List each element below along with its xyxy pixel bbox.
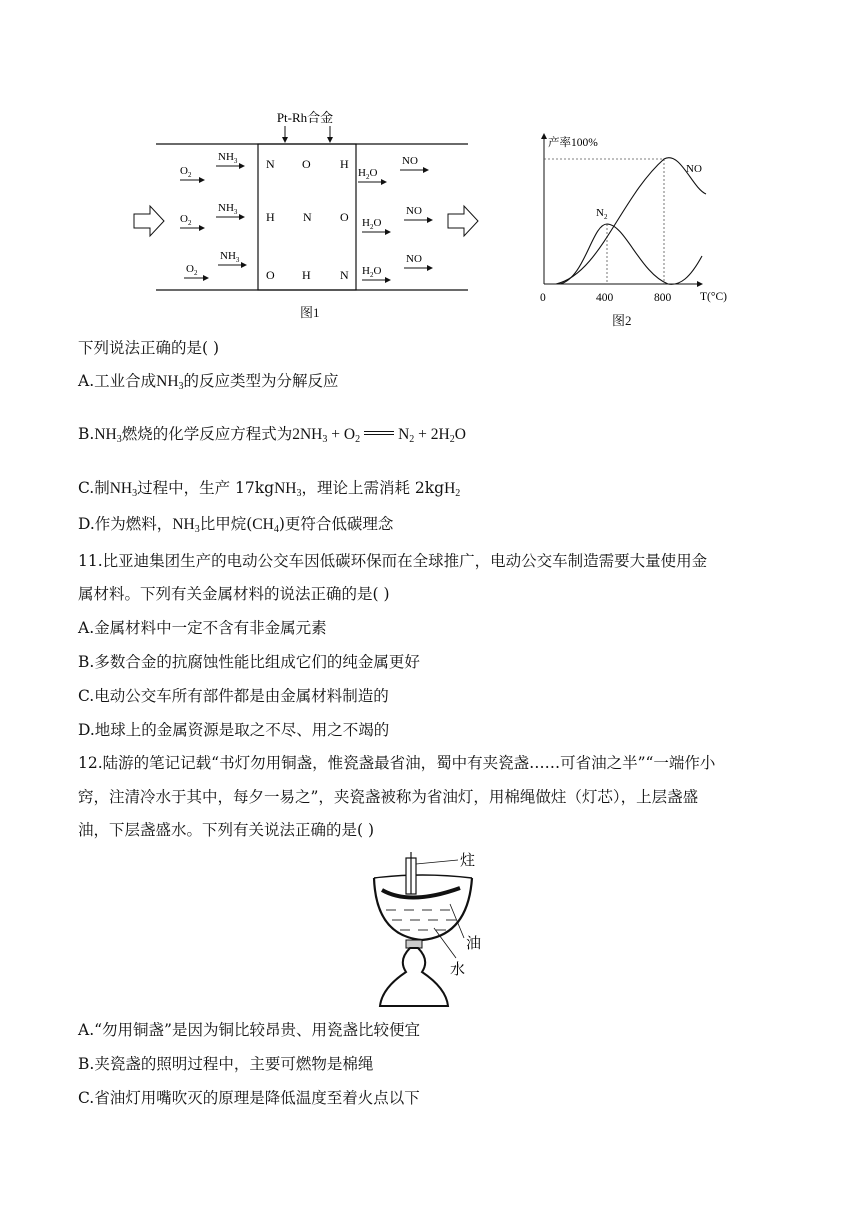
q11-stem-line1: 11.比亚迪集团生产的电动公交车因低碳环保而在全球推广，电动公交车制造需要大量使用金 [78, 552, 708, 570]
q12-stem-line1: 12.陆游的笔记记载“书灯勿用铜盏，惟瓷盏最省油，蜀中有夹瓷盏……可省油之半”“一端作小 [78, 754, 716, 772]
q11-option-a: A.金属材料中一定不含有非金属元素 [78, 619, 327, 637]
water-label: 水 [450, 962, 466, 978]
alloy-label: Pt-Rh合金 [276, 110, 334, 125]
series-no-label: NO [686, 163, 702, 175]
svg-text:O2: $O_2$ [186, 263, 198, 277]
svg-text:N: N [303, 210, 312, 224]
svg-text:O2: $O_2$ [180, 165, 192, 179]
svg-text:H: H [302, 268, 311, 282]
x-tick-label: 400 [596, 292, 614, 304]
svg-text:NO: NO [402, 155, 418, 167]
q10-option-a: A.工业合成$NH_3$的反应类型为分解反应 [78, 372, 339, 392]
svg-text:H2O: $H_2O$ [362, 265, 382, 279]
svg-text:NO: NO [406, 253, 422, 265]
q10-option-b: $B.NH_3$燃烧的化学反应方程式为$2NH_3 + O_2$ $N_2 + 2H_2O$ [78, 425, 466, 445]
oil-lamp-illustration [360, 848, 500, 1010]
inflow-arrow-icon [134, 206, 164, 236]
q11-option-d: D.地球上的金属资源是取之不尽、用之不竭的 [78, 721, 390, 739]
svg-text:H: H [266, 210, 275, 224]
svg-text:H2O: $H_2O$ [362, 217, 382, 231]
x-tick-label: 800 [654, 292, 672, 304]
figure-2-caption: 图2 [612, 313, 632, 328]
oil-label: 油 [466, 936, 482, 952]
origin-label: 0 [540, 292, 546, 304]
q12-stem-line2: 窍，注清冷水于其中，每夕一易之”，夹瓷盏被称为省油灯，用棉绳做炷（灯芯），上层盏盛 [78, 788, 699, 806]
x-axis-label: T(°C) [700, 291, 727, 303]
q12-option-a: A.“勿用铜盏”是因为铜比较昂贵、用瓷盏比较便宜 [78, 1021, 420, 1039]
outflow-arrow-icon [448, 206, 478, 236]
figure-1 [120, 104, 480, 304]
series-n2-line [560, 224, 702, 284]
svg-text:N: N [340, 268, 349, 282]
q11-option-b: B.多数合金的抗腐蚀性能比组成它们的纯金属更好 [78, 653, 420, 671]
q11-stem-line2: 属材料。下列有关金属材料的说法正确的是( ) [78, 585, 390, 603]
svg-text:O: O [340, 210, 349, 224]
q12-option-b: B.夹瓷盏的照明过程中，主要可燃物是棉绳 [78, 1055, 374, 1073]
svg-text:O: O [302, 157, 311, 171]
svg-text:O2: $O_2$ [180, 213, 192, 227]
q10-option-c: C.制$NH_3$过程中，生产 17kgNH$_3$，理论上需消耗 2kgH$_2$ [78, 479, 461, 499]
svg-text:O: O [266, 268, 275, 282]
q10-option-d: D.作为燃料，$NH_3$比甲烷$(CH_4)$更符合低碳理念 [78, 515, 394, 535]
q10-stem: 下列说法正确的是( ) [78, 339, 220, 357]
equals-sign [364, 431, 394, 435]
svg-text:H: H [340, 157, 349, 171]
svg-text:NH3: $NH_3$ [218, 151, 238, 165]
q12-stem-line3: 油，下层盏盛水。下列有关说法正确的是( ) [78, 821, 375, 839]
svg-text:NH3: $NH_3$ [218, 202, 238, 216]
y-axis-label: 产率100% [548, 137, 598, 149]
catalyst-grid [266, 157, 349, 282]
q11-option-c: C.电动公交车所有部件都是由金属材料制造的 [78, 687, 389, 705]
figure-1-caption: 图1 [300, 305, 320, 320]
svg-text:N: N [266, 157, 275, 171]
figure-2-chart [530, 128, 740, 310]
svg-text:H2O: $H_2O$ [358, 167, 378, 181]
series-no-line [556, 158, 706, 284]
wick-label: 炷 [460, 853, 476, 869]
svg-text:NO: NO [406, 205, 422, 217]
svg-text:NH3: $NH_3$ [220, 250, 240, 264]
q12-option-c: C.省油灯用嘴吹灭的原理是降低温度至着火点以下 [78, 1089, 420, 1107]
series-n2-label: $N_2$ [596, 207, 608, 221]
